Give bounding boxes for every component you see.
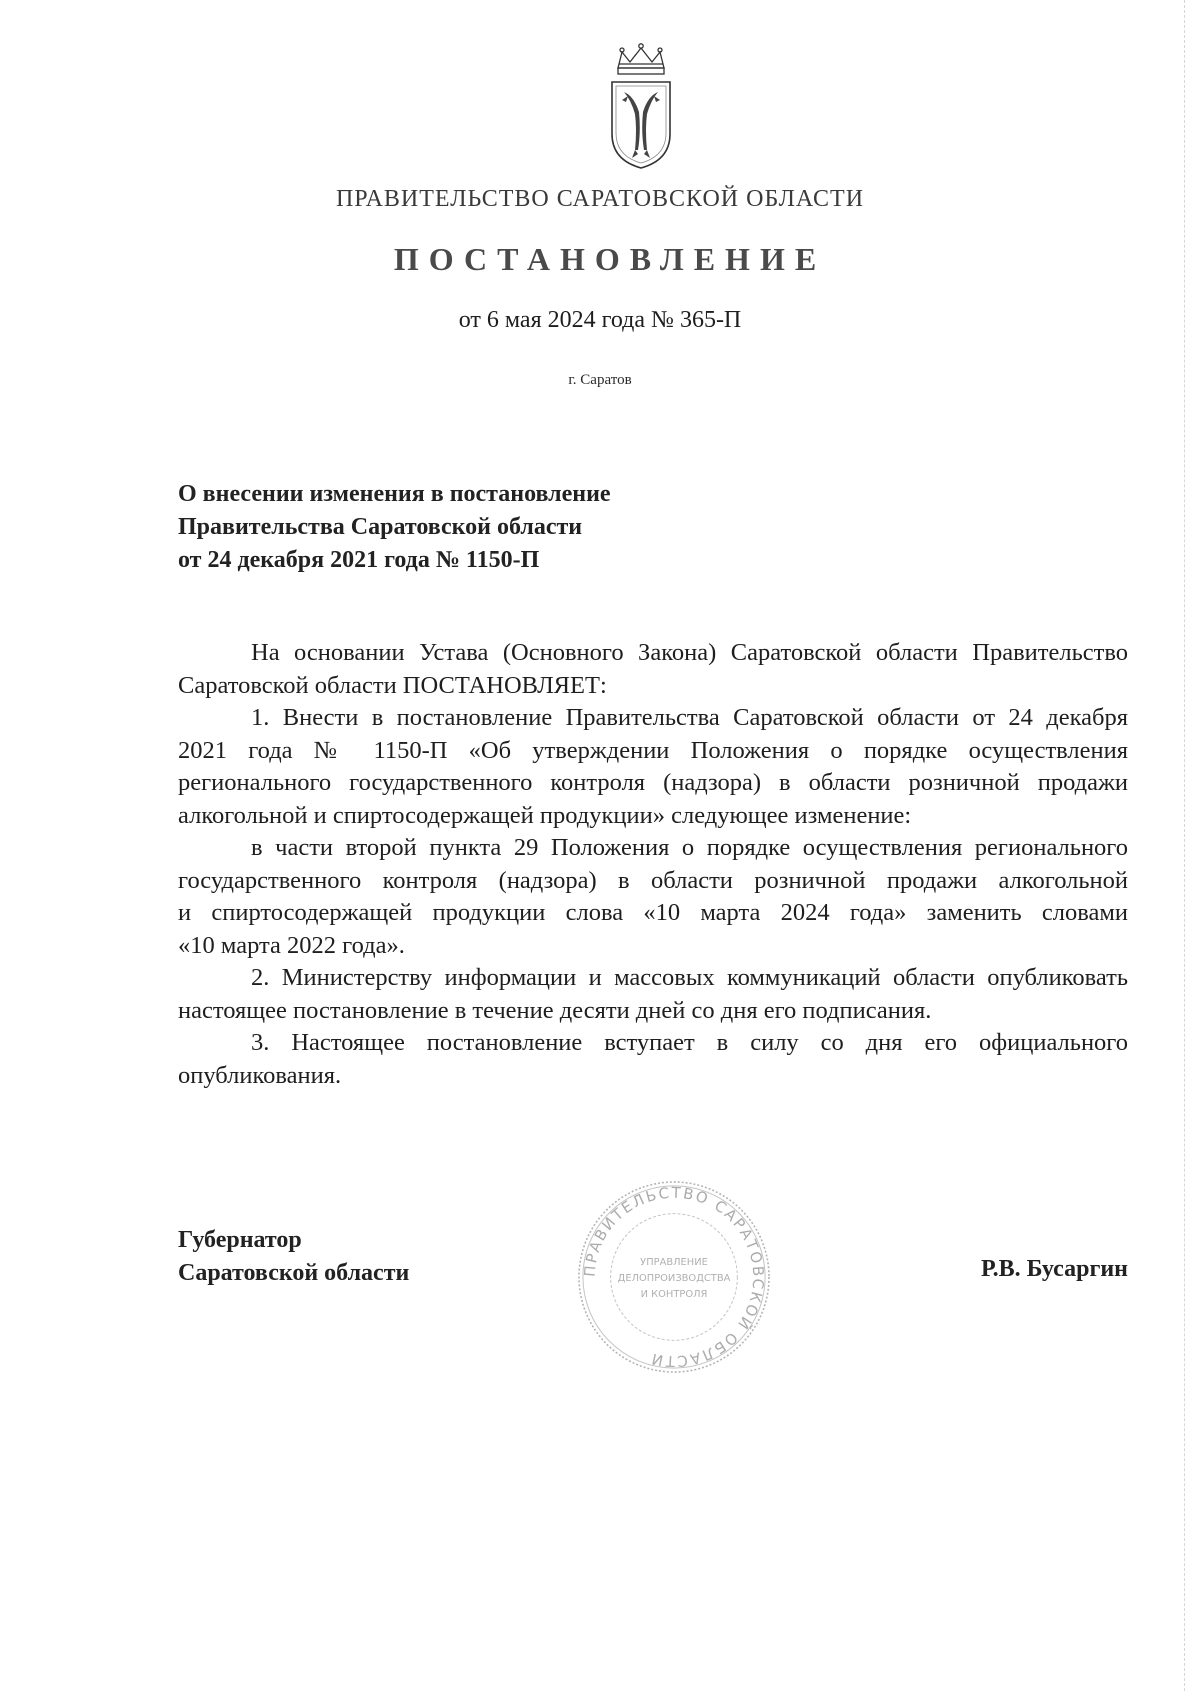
stamp-center-line: УПРАВЛЕНИЕ [640, 1257, 708, 1269]
body-line: настоящее постановление в течение десяти дней со дня его подписания. [178, 996, 932, 1024]
body-line: На основании Устава (Основного Закона) Саратовской области Правительство [251, 639, 1128, 666]
subject-line: О внесении изменения в постановление [178, 481, 611, 507]
body-line: Саратовской области ПОСТАНОВЛЯЕТ: [178, 671, 607, 699]
body-line: «10 марта 2022 года». [178, 931, 405, 959]
body-line: государственного контроля (надзора) в области розничной продажи алкогольной [178, 866, 1128, 894]
document-type-heading: ПОСТАНОВЛЕНИЕ [393, 241, 827, 277]
body-line: и спиртосодержащей продукции слова «10 марта 2024 года» заменить словами [178, 899, 1128, 926]
stamp-ring-text: ПРАВИТЕЛЬСТВО САРАТОВСКОЙ ОБЛАСТИ [580, 1183, 768, 1371]
organization-name: ПРАВИТЕЛЬСТВО САРАТОВСКОЙ ОБЛАСТИ [335, 186, 865, 212]
subject-line: от 24 декабря 2021 года № 1150-П [178, 547, 540, 573]
stamp-center-line: И КОНТРОЛЯ [640, 1288, 708, 1300]
coat-of-arms-emblem [604, 42, 678, 174]
body-line: в части второй пункта 29 Положения о порядке осуществления регионального [251, 834, 1128, 861]
body-line: 1. Внести в постановление Правительства Саратовской области от 24 декабря [251, 704, 1128, 731]
subject-line: Правительства Саратовской области [178, 514, 583, 540]
signatory-name: Р.В. Бусаргин [980, 1256, 1128, 1282]
body-line: 2. Министерству информации и массовых коммуникаций области опубликовать [251, 964, 1128, 991]
scan-edge-artifact [1184, 0, 1185, 1691]
document-subject [178, 478, 878, 577]
signatory-title-line: Губернатор [178, 1227, 302, 1253]
body-line: регионального государственного контроля (надзора) в области розничной продажи [178, 769, 1128, 796]
body-line: опубликования. [178, 1061, 342, 1089]
body-line: алкогольной и спиртосодержащей продукции» следующее изменение: [178, 801, 912, 829]
document-body [178, 637, 1128, 1092]
document-date-number: от 6 мая 2024 года № 365-П [458, 307, 742, 333]
body-line: 3. Настоящее постановление вступает в силу со дня его официального [251, 1029, 1128, 1056]
official-stamp [575, 1178, 773, 1376]
signatory-title-line: Саратовской области [178, 1260, 410, 1286]
body-line: 2021 года № 1150-П «Об утверждении Положения о порядке осуществления [178, 736, 1128, 764]
document-place: г. Саратов [568, 372, 632, 388]
stamp-center-line: ДЕЛОПРОИЗВОДСТВА [617, 1272, 731, 1284]
signatory-title [178, 1224, 409, 1290]
